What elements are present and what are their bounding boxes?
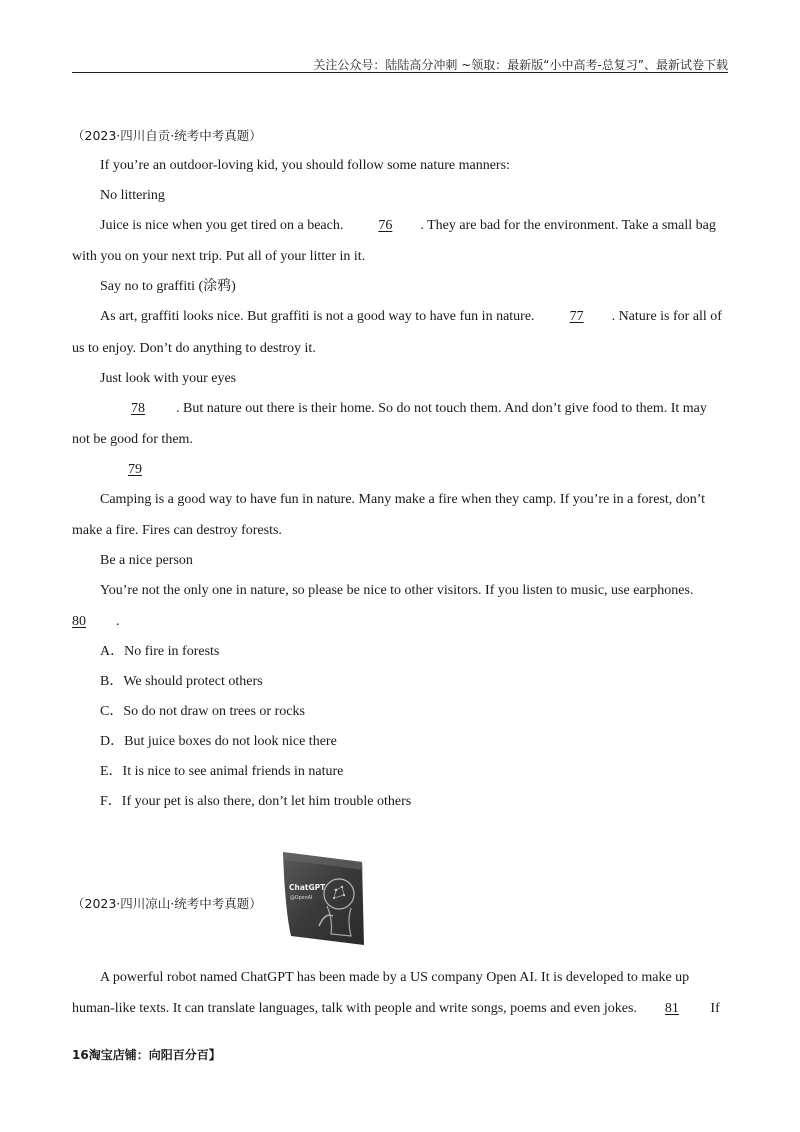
passage2-text-a: human-like texts. It can translate languages, talk with people and write songs, poems and even jokes. — [72, 1001, 637, 1016]
paragraph-1-line-2: with you on your next trip. Put all of your litter in it. — [72, 249, 366, 264]
photo-caption-title: ChatGPT — [289, 883, 326, 892]
paragraph-5-end: . — [116, 614, 120, 629]
paragraph-4-line-2: make a fire. Fires can destroy forests. — [72, 523, 282, 538]
paragraph-4-line-1: Camping is a good way to have fun in nature. Many make a fire when they camp. If you’re in a forest, don’t — [100, 492, 706, 507]
passage1-source: （2023·四川自贡·统考中考真题） — [72, 128, 262, 143]
option-c: C．So do not draw on trees or rocks — [100, 704, 305, 719]
heading-line-79 — [100, 462, 170, 478]
option-b: B．We should protect others — [100, 674, 263, 689]
blank-77: 77 — [569, 309, 584, 324]
passage1-intro: If you’re an outdoor-loving kid, you should follow some nature manners: — [100, 158, 510, 173]
option-f: F．If your pet is also there, don’t let him trouble others — [100, 794, 412, 809]
blank-76: 76 — [378, 218, 393, 233]
paragraph-2-line-2: us to enjoy. Don’t do anything to destroy it. — [72, 341, 316, 356]
blank-79: 79 — [128, 462, 142, 477]
paragraph-2-text-a: As art, graffiti looks nice. But graffiti is not a good way to have fun in nature. — [100, 309, 535, 324]
passage2-line-1: A powerful robot named ChatGPT has been made by a US company Open AI. It is developed to make up — [100, 970, 690, 985]
paragraph-3-line-1 — [100, 401, 707, 417]
option-e: E．It is nice to see animal friends in nature — [100, 764, 344, 779]
photo-caption-sub: @OpenAI — [290, 896, 313, 901]
paragraph-1-text-b: . They are bad for the environment. Take a small bag — [420, 218, 716, 233]
passage2-text-b: If — [710, 1001, 720, 1016]
blank-81: 81 — [664, 1001, 679, 1016]
blank-78: 78 — [131, 401, 145, 416]
passage2-source: （2023·四川凉山·统考中考真题） — [72, 896, 262, 911]
page-footer: 16淘宝店铺：向阳百分百】 — [72, 1048, 221, 1062]
heading-graffiti: Say no to graffiti (涂鸦) — [100, 279, 236, 294]
paragraph-5-line-1: You’re not the only one in nature, so please be nice to other visitors. If you listen to music, use earphones. — [100, 583, 694, 598]
paragraph-5-line-2 — [72, 614, 120, 630]
option-a: A．No fire in forests — [100, 644, 220, 659]
paragraph-1-text-a: Juice is nice when you get tired on a beach. — [100, 218, 344, 233]
passage2-line-2 — [72, 1001, 720, 1017]
heading-no-littering: No littering — [100, 188, 165, 203]
blank-80: 80 — [72, 614, 86, 629]
chatgpt-photo — [281, 850, 364, 945]
heading-look-with-eyes: Just look with your eyes — [100, 371, 237, 386]
paragraph-3-text: . But nature out there is their home. So do not touch them. And don’t give food to them. It may — [176, 401, 707, 416]
page-header: 关注公众号：陆陆高分冲刺 ~领取：最新版“小中高考-总复习”、最新试卷下载 — [313, 58, 728, 72]
paragraph-1-line-1 — [100, 218, 716, 234]
paragraph-2-line-1 — [100, 309, 722, 325]
header-rule — [72, 72, 728, 73]
heading-nice-person: Be a nice person — [100, 553, 193, 568]
option-d: D．But juice boxes do not look nice there — [100, 734, 337, 749]
paragraph-2-text-b: . Nature is for all of — [611, 309, 722, 324]
paragraph-3-line-2: not be good for them. — [72, 432, 193, 447]
